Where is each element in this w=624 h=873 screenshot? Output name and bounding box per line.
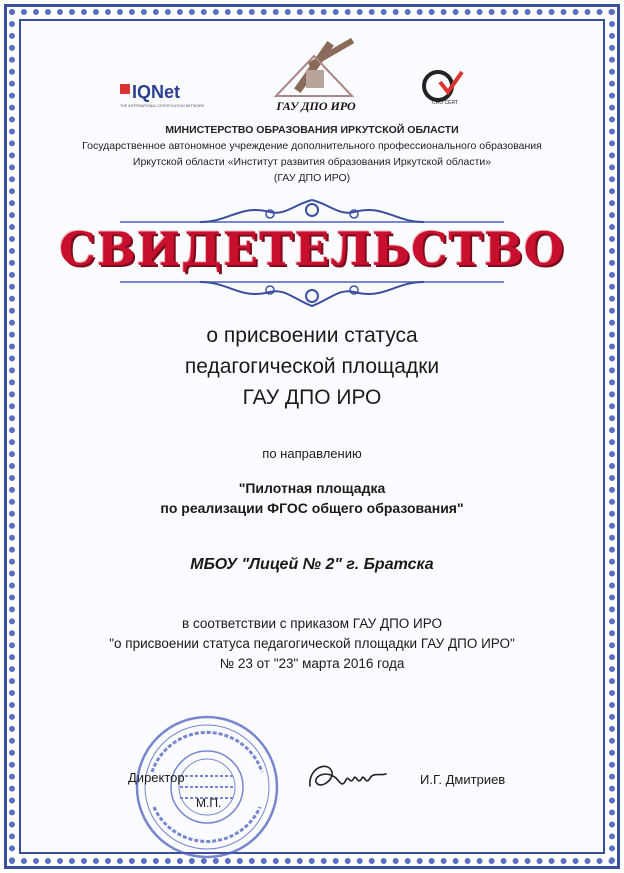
cro-logo-text: CRO CERT: [432, 100, 459, 106]
gau-dpo-iro-logo: [266, 32, 366, 122]
director-label: Директор: [128, 770, 185, 785]
issuer-header: [0, 122, 624, 186]
subtitle-line-1: о присвоении статуса: [206, 324, 418, 347]
certificate-subtitle: [0, 320, 624, 413]
issuer-line-1: Государственное автономное учреждение дополнительного профессионального образования: [82, 140, 542, 152]
certificate-title: СВИДЕТЕЛЬСТВО: [59, 222, 565, 276]
cro-cert-logo: [418, 68, 478, 108]
order-line-3: № 23 от "23" марта 2016 года: [219, 656, 405, 671]
order-reference: [0, 614, 624, 674]
issuer-line-3: (ГАУ ДПО ИРО): [273, 172, 351, 184]
director-signature: [306, 756, 390, 800]
official-stamp: [132, 712, 282, 862]
program-line-2: по реализации ФГОС общего образования": [160, 500, 464, 516]
program-line-1: "Пилотная площадка: [238, 480, 386, 496]
ornament-bottom: [120, 278, 504, 308]
subtitle-line-3: ГАУ ДПО ИРО: [242, 386, 382, 409]
signer-name: И.Г. Дмитриев: [420, 772, 506, 787]
iqnet-logo-text: IQNet: [132, 82, 181, 102]
ministry-name: МИНИСТЕРСТВО ОБРАЗОВАНИЯ ИРКУТСКОЙ ОБЛАСТИ: [165, 124, 459, 136]
logo-row: [0, 32, 624, 122]
program-name: [0, 478, 624, 518]
iqnet-logo-sub: THE INTERNATIONAL CERTIFICATION NETWORK: [120, 104, 205, 108]
subtitle-line-2: педагогической площадки: [184, 355, 440, 378]
order-line-2: "о присвоении статуса педагогической площадки ГАУ ДПО ИРО": [109, 636, 515, 651]
school-name: МБОУ "Лицей № 2" г. Братска: [190, 556, 434, 573]
issuer-line-2: Иркутской области «Институт развития образования Иркутской области»: [132, 156, 492, 168]
order-line-1: в соответствии с приказом ГАУ ДПО ИРО: [182, 616, 442, 631]
direction-label: по направлению: [262, 446, 362, 461]
seal-place-label: М.П.: [196, 796, 222, 810]
gau-logo-text: ГАУ ДПО ИРО: [276, 99, 356, 113]
iqnet-logo: [118, 80, 208, 110]
